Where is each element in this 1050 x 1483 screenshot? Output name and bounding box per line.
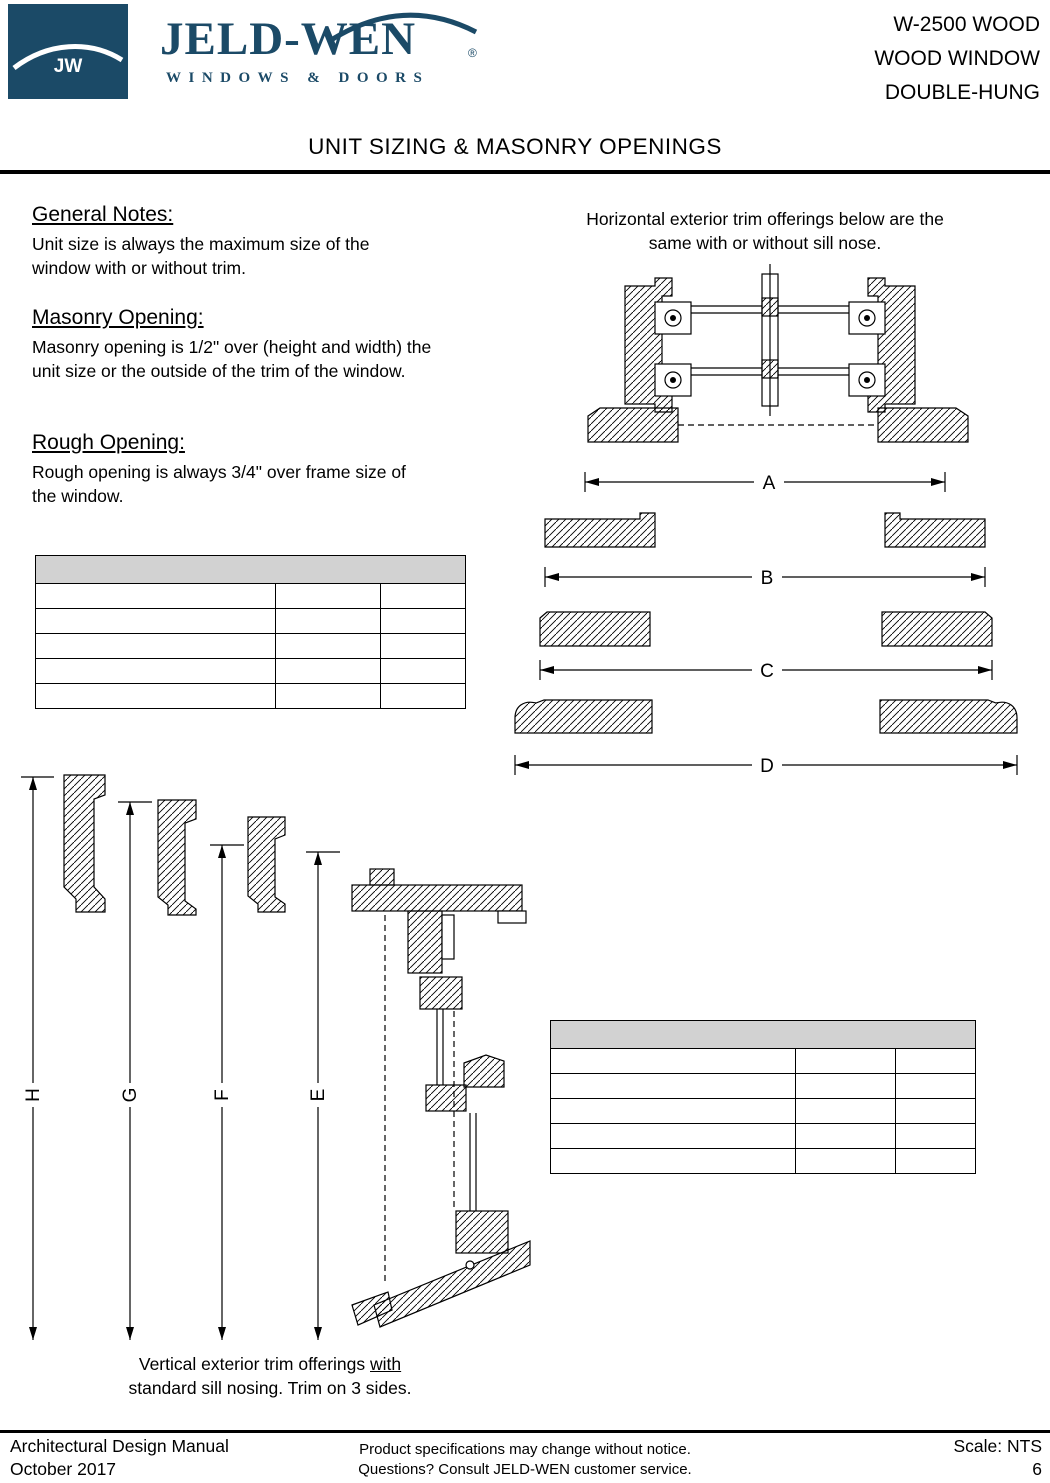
trim-profile-b: [545, 513, 985, 547]
vertical-caption-line-2: standard sill nosing. Trim on 3 sides.: [128, 1378, 412, 1398]
table-cell: [276, 634, 381, 659]
masonry-opening-heading: Masonry Opening:: [32, 306, 204, 329]
unit-size-table-left: [35, 555, 466, 709]
rough-opening-body: Rough opening is always 3/4" over frame size of the window.: [32, 462, 406, 506]
vertical-section-caption: [40, 1352, 500, 1400]
table-cell: [896, 1149, 976, 1174]
vertical-caption-line-1: [40, 1352, 500, 1376]
table-cell: [381, 659, 466, 684]
table-row: [36, 609, 466, 634]
trim-profile-c: [540, 612, 992, 646]
horizontal-section-caption: [530, 207, 1000, 255]
footer-rule: [0, 1430, 1050, 1433]
dimension-label-e: E: [308, 1088, 329, 1102]
dimension-line-a: [585, 470, 945, 494]
table-cell: [36, 659, 276, 684]
registered-mark: ®: [468, 46, 477, 60]
table-cell: [896, 1049, 976, 1074]
table-cell: [36, 634, 276, 659]
trim-profile-d: [515, 700, 1017, 733]
table-row: [36, 634, 466, 659]
dimension-line-e: [306, 852, 340, 1340]
brand-wordmark: JELD-WEN: [160, 13, 417, 65]
table-cell: [276, 684, 381, 709]
window-vertical-section: [352, 869, 530, 1327]
brand-tagline: WINDOWS & DOORS: [166, 70, 430, 86]
table-cell: [796, 1074, 896, 1099]
product-line-3: DOUBLE-HUNG: [884, 81, 1040, 104]
general-notes-body: Unit size is always the maximum size of the window with or without trim.: [32, 234, 370, 278]
wordmark-swoosh-icon: [322, 2, 482, 46]
footer-manual-name: Architectural Design Manual: [10, 1436, 229, 1456]
dimension-label-f: F: [212, 1089, 233, 1101]
table-cell: [381, 609, 466, 634]
footer-center: [0, 1440, 1050, 1480]
table-cell: [36, 684, 276, 709]
table-header-row: [36, 556, 466, 584]
footer-right: [954, 1435, 1043, 1481]
vertical-trim-section-drawing: [18, 765, 533, 1355]
masonry-opening-body: Masonry opening is 1/2" over (height and width) the unit size or the outside of the trim of the window.: [32, 337, 432, 381]
footer-disclaimer: Product specifications may change without notice.: [359, 1441, 691, 1458]
table-row: [551, 1099, 976, 1124]
table-header: [36, 556, 466, 584]
unit-size-table-right: [550, 1020, 976, 1174]
table-cell: [276, 584, 381, 609]
rough-opening-heading: Rough Opening:: [32, 431, 185, 454]
table-cell: [551, 1124, 796, 1149]
table-cell: [796, 1099, 896, 1124]
table-row: [551, 1149, 976, 1174]
dimension-label-c: C: [760, 661, 774, 682]
page-title: UNIT SIZING & MASONRY OPENINGS: [308, 134, 722, 159]
wall-return-sections: [588, 408, 968, 442]
table-cell: [381, 684, 466, 709]
table-cell: [896, 1124, 976, 1149]
dimension-label-a: A: [762, 473, 776, 494]
footer-page-number: 6: [1032, 1459, 1042, 1479]
table-cell: [796, 1049, 896, 1074]
dimension-label-g: G: [120, 1087, 141, 1103]
dimension-line-h: [21, 777, 54, 1340]
dimension-line-b: [545, 565, 985, 589]
table-cell: [36, 609, 276, 634]
table-cell: [36, 584, 276, 609]
product-line-1: W-2500 WOOD: [893, 13, 1040, 36]
table-row: [551, 1049, 976, 1074]
table-cell: [796, 1124, 896, 1149]
dimension-line-f: [210, 845, 244, 1340]
table-body: [36, 584, 466, 709]
table-cell: [551, 1149, 796, 1174]
horizontal-trim-section-drawing: [500, 256, 1040, 791]
table-cell: [896, 1074, 976, 1099]
table-cell: [551, 1049, 796, 1074]
table-row: [551, 1124, 976, 1149]
horizontal-caption-line-2: same with or without sill nose.: [648, 233, 882, 253]
table-row: [36, 659, 466, 684]
vertical-caption-prefix: Vertical exterior trim offerings: [138, 1354, 371, 1374]
table-cell: [551, 1099, 796, 1124]
horizontal-caption-line-1: Horizontal exterior trim offerings below are the: [586, 209, 944, 229]
table-header: [551, 1021, 976, 1049]
table-cell: [276, 659, 381, 684]
footer-contact: Questions? Consult JELD-WEN customer service.: [358, 1461, 692, 1478]
product-line-2: WOOD WINDOW: [874, 47, 1040, 70]
left-jamb-section: [625, 278, 691, 412]
title-rule: [0, 170, 1050, 174]
table-cell: [381, 584, 466, 609]
vertical-trim-profiles: [64, 775, 285, 915]
footer-date: October 2017: [10, 1459, 117, 1479]
table-header-row: [551, 1021, 976, 1049]
jw-logo: [8, 4, 128, 99]
dimension-label-d: D: [760, 756, 774, 777]
dimension-line-d: [515, 753, 1017, 777]
vertical-caption-underlined-word: with: [370, 1354, 402, 1374]
table-cell: [796, 1149, 896, 1174]
table-row: [36, 584, 466, 609]
dimension-label-h: H: [23, 1088, 44, 1102]
table-row: [551, 1074, 976, 1099]
dimension-line-g: [118, 802, 152, 1340]
jw-logo-initials: JW: [53, 56, 83, 77]
meeting-stile-section: [762, 264, 778, 416]
product-identifier: [874, 8, 1040, 110]
footer-scale: Scale: NTS: [953, 1436, 1042, 1456]
table-cell: [896, 1099, 976, 1124]
table-cell: [551, 1074, 796, 1099]
table-body: [551, 1049, 976, 1174]
right-jamb-section: [849, 278, 915, 412]
table-cell: [276, 609, 381, 634]
table-cell: [381, 634, 466, 659]
dimension-line-c: [540, 658, 992, 682]
table-row: [36, 684, 466, 709]
dimension-label-b: B: [760, 568, 774, 589]
general-notes-heading: General Notes:: [32, 203, 174, 226]
